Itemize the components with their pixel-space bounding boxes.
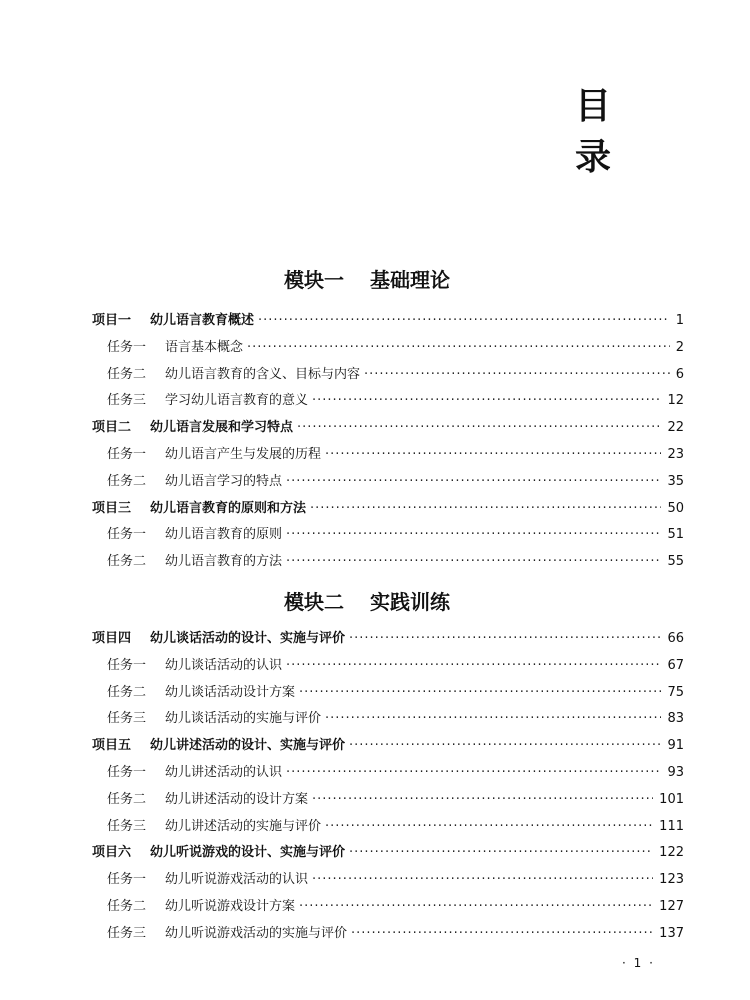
entry-title: 幼儿语言教育的原则和方法: [150, 500, 307, 516]
dot-leader: [364, 362, 670, 389]
entry-title: 语言基本概念: [165, 339, 244, 355]
entry-label: 任务二: [107, 473, 147, 489]
toc-project-entry[interactable]: [92, 308, 684, 335]
entry-title: 幼儿听说游戏设计方案: [165, 898, 296, 914]
entry-page: 23: [667, 446, 684, 462]
entry-label: 任务一: [107, 872, 147, 888]
entry-page: 1: [675, 313, 684, 328]
entry-page: 66: [667, 631, 684, 646]
entry-title: 幼儿谈话活动设计方案: [165, 684, 296, 700]
dot-leader: [310, 496, 661, 523]
page-title: 目 录: [575, 85, 708, 178]
toc-project-entry[interactable]: [92, 415, 684, 442]
module-name: 基础理论: [370, 268, 450, 292]
entry-title: 幼儿听说游戏活动的认识: [165, 872, 309, 888]
module-code: 模块二: [284, 590, 344, 614]
dot-leader: [325, 706, 661, 733]
toc-project-entry[interactable]: [92, 626, 684, 653]
toc-list-module-1: [92, 308, 684, 576]
entry-page: 93: [667, 764, 684, 780]
entry-title: 幼儿语言产生与发展的历程: [165, 446, 322, 462]
entry-label: 任务一: [107, 339, 147, 355]
toc-task-entry[interactable]: [92, 469, 684, 496]
entry-label: 项目六: [92, 845, 132, 861]
dot-leader: [349, 840, 653, 867]
entry-page: 83: [667, 711, 684, 727]
dot-leader: [312, 867, 653, 894]
entry-title: 幼儿谈话活动的实施与评价: [165, 711, 322, 727]
entry-title: 幼儿听说游戏活动的实施与评价: [165, 925, 348, 941]
toc-task-entry[interactable]: [92, 814, 684, 841]
entry-title: 幼儿讲述活动的设计方案: [165, 791, 309, 807]
entry-title: 幼儿谈话活动的设计、实施与评价: [150, 631, 346, 646]
entry-title: 幼儿语言教育的原则: [165, 527, 283, 543]
dot-leader: [247, 335, 670, 362]
dot-leader: [258, 308, 670, 335]
dot-leader: [312, 388, 661, 415]
entry-title: 学习幼儿语言教育的意义: [165, 393, 309, 409]
dot-leader: [297, 415, 661, 442]
dot-leader: [286, 549, 661, 576]
dot-leader: [312, 787, 653, 814]
entry-label: 任务三: [107, 711, 147, 727]
toc-project-entry[interactable]: [92, 840, 684, 867]
entry-label: 任务一: [107, 764, 147, 780]
entry-page: 22: [667, 420, 684, 436]
toc-task-entry[interactable]: [92, 362, 684, 389]
module-code: 模块一: [284, 268, 344, 292]
entry-title: 幼儿讲述活动的认识: [165, 764, 283, 780]
toc-task-entry[interactable]: [92, 549, 684, 576]
entry-page: 122: [659, 845, 684, 861]
entry-page: 50: [667, 500, 684, 516]
entry-label: 项目三: [92, 500, 132, 516]
toc-task-entry[interactable]: [92, 388, 684, 415]
module-heading: [0, 586, 742, 615]
entry-page: 6: [675, 366, 684, 382]
dot-leader: [286, 469, 661, 496]
dot-leader: [286, 522, 661, 549]
dot-leader: [299, 680, 661, 707]
dot-leader: [325, 442, 661, 469]
entry-page: 51: [667, 527, 684, 543]
toc-task-entry[interactable]: [92, 335, 684, 362]
entry-label: 任务三: [107, 925, 147, 941]
entry-label: 任务三: [107, 818, 147, 834]
toc-task-entry[interactable]: [92, 894, 684, 921]
dot-leader: [286, 760, 661, 787]
toc-project-entry[interactable]: [92, 733, 684, 760]
dot-leader: [299, 894, 653, 921]
toc-list-module-2: [92, 626, 684, 948]
entry-page: 123: [659, 872, 684, 888]
toc-task-entry[interactable]: [92, 653, 684, 680]
entry-page: 35: [667, 473, 684, 489]
entry-label: 项目五: [92, 738, 132, 754]
toc-task-entry[interactable]: [92, 680, 684, 707]
entry-page: 137: [659, 925, 684, 941]
entry-page: 67: [667, 657, 684, 673]
entry-label: 项目一: [92, 313, 132, 328]
entry-page: 127: [659, 898, 684, 914]
toc-task-entry[interactable]: [92, 787, 684, 814]
entry-label: 任务一: [107, 657, 147, 673]
entry-page: 91: [667, 738, 684, 754]
toc-task-entry[interactable]: [92, 706, 684, 733]
entry-title: 幼儿语言教育的方法: [165, 554, 283, 570]
module-heading: [0, 264, 742, 293]
entry-title: 幼儿语言教育的含义、目标与内容: [165, 366, 361, 382]
dot-leader: [349, 626, 661, 653]
entry-label: 任务二: [107, 366, 147, 382]
entry-page: 2: [675, 339, 684, 355]
entry-label: 任务三: [107, 393, 147, 409]
toc-task-entry[interactable]: [92, 522, 684, 549]
entry-label: 项目四: [92, 631, 132, 646]
toc-project-entry[interactable]: [92, 496, 684, 523]
entry-page: 101: [659, 791, 684, 807]
dot-leader: [325, 814, 653, 841]
toc-task-entry[interactable]: [92, 442, 684, 469]
toc-task-entry[interactable]: [92, 921, 684, 948]
dot-leader: [349, 733, 661, 760]
entry-label: 任务一: [107, 527, 147, 543]
toc-task-entry[interactable]: [92, 867, 684, 894]
entry-title: 幼儿讲述活动的实施与评价: [165, 818, 322, 834]
entry-label: 任务二: [107, 898, 147, 914]
entry-label: 项目二: [92, 420, 132, 436]
entry-page: 75: [667, 684, 684, 700]
entry-page: 55: [667, 554, 684, 570]
dot-leader: [286, 653, 661, 680]
entry-label: 任务一: [107, 446, 147, 462]
entry-page: 12: [667, 393, 684, 409]
entry-title: 幼儿听说游戏的设计、实施与评价: [150, 845, 346, 861]
entry-label: 任务二: [107, 554, 147, 570]
entry-label: 任务二: [107, 791, 147, 807]
toc-task-entry[interactable]: [92, 760, 684, 787]
entry-title: 幼儿谈话活动的认识: [165, 657, 283, 673]
dot-leader: [351, 921, 653, 948]
entry-title: 幼儿语言教育概述: [150, 313, 255, 328]
entry-title: 幼儿语言学习的特点: [165, 473, 283, 489]
module-name: 实践训练: [370, 590, 450, 614]
page-number: · 1 ·: [622, 956, 655, 970]
entry-page: 111: [659, 818, 684, 834]
entry-title: 幼儿语言发展和学习特点: [150, 420, 294, 436]
entry-title: 幼儿讲述活动的设计、实施与评价: [150, 738, 346, 754]
entry-label: 任务二: [107, 684, 147, 700]
